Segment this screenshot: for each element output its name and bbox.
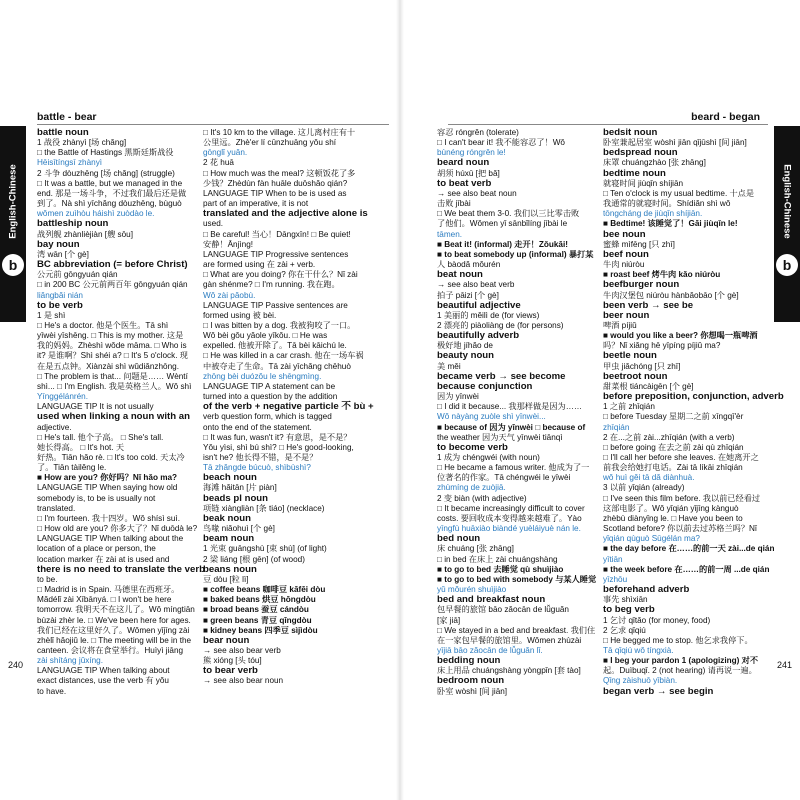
entry-line: 我的妈妈。Zhèshì wǒde māma. □ Who is (37, 341, 187, 351)
headword: beach noun (203, 472, 257, 484)
phrase-line: ■ green beans 青豆 qīngdòu (203, 615, 312, 625)
entry-line: 床罩 chuángzhào [张 zhāng] (603, 158, 706, 168)
page-number-left: 240 (8, 660, 24, 670)
example-line: □ How much was the meal? 这顿饭花了多 (203, 168, 356, 178)
headword: beam noun (203, 533, 255, 545)
language-tip-line: LANGUAGE TIP When talking about (37, 666, 170, 676)
headword: beef noun (603, 248, 649, 260)
pinyin-line: Qǐng zàishuō yībiàn. (603, 676, 678, 686)
example-line: □ I'm fourteen. 我十四岁。Wǒ shísì suì. (37, 513, 181, 523)
entry-line: 2 乞求 qǐqiú (603, 625, 646, 635)
pinyin-line: yīngfù huāxiào biàndé yuèláiyuè nán le. (437, 524, 581, 534)
example-line: □ We stayed in a bed and breakfast. 我们住 (437, 625, 596, 635)
entry-line: 前我会给她打电话。Zài tā líkāi zhīqián (603, 463, 743, 473)
entry-line: 拍子 pāizi [个 gè] (437, 290, 499, 300)
phrase-line: ■ I beg your pardon 1 (apologizing) 对不 (603, 656, 759, 666)
entry-line: 就寝时间 jiùqǐn shíjiān (603, 178, 684, 188)
entry-line: 3 以前 yǐqián (already) (603, 483, 685, 493)
entry-line: 豆 dòu [粒 lì] (203, 574, 249, 584)
entry-line: translated. (37, 503, 76, 513)
entry-line: somebody is, to be is usually not (37, 493, 156, 503)
entry-line: it? 是谁啊？Shì shéi a? □ It's 5 o'clock. 现 (37, 351, 188, 361)
example-line: □ I did it because... 我那样做是因为…… (437, 402, 583, 412)
headword: to beg verb (603, 604, 655, 616)
headword: bed noun (437, 533, 481, 545)
entry-line: → see also beat noun (437, 188, 517, 198)
pinyin-line: wǒmen zuìhòu háishì zuòdào le. (37, 209, 155, 219)
language-tip-line: LANGUAGE TIP A statement can be (203, 381, 336, 391)
headword: BC abbreviation (= before Christ) (37, 259, 188, 271)
headword: translated and the adjective alone is (203, 208, 368, 220)
entry-line: bùzài zhèr le. □ We've been here for ages. (37, 615, 191, 625)
entry-line: 安静！Ānjìng! (203, 239, 254, 249)
headword: beat noun (437, 269, 483, 281)
entry-line: gàn shénme? □ I'm running. 我在跑。 (203, 280, 340, 290)
entry-line: → see also beat verb (437, 280, 515, 290)
header-rule-right (448, 124, 768, 125)
headword: bedding noun (437, 655, 501, 667)
entry-line: 击败 jībài (437, 199, 471, 209)
example-line: □ in bed 在床上 zài chuángshàng (437, 554, 558, 564)
phrase-line: ■ to beat somebody up (informal) 暴打某 (437, 249, 594, 259)
entry-line: 1 乞讨 qǐtǎo (for money, food) (603, 615, 711, 625)
entry-line: 2 梁 liáng [根 gēn] (of wood) (203, 554, 305, 564)
entry-line: 1 是 shì (37, 310, 66, 320)
phrase-line: ■ the day before 在……的前一天 zài...de qián (603, 544, 775, 554)
headword: bedsit noun (603, 127, 658, 138)
entry-line: 包早餐的旅馆 bāo zǎocān de lǚguǎn (437, 605, 569, 615)
headword: beefburger noun (603, 279, 680, 291)
entry-line: Wǒ bèi gǒu yǎole yīkǒu. □ He was (203, 331, 328, 341)
pinyin-line: liǎngbǎi nián (37, 290, 83, 300)
example-line: □ I can't bear it! 我不能容忍了！Wǒ (437, 138, 565, 148)
phrase-line: ■ to go to bed with somebody 与某人睡觉 (437, 574, 597, 584)
entry-line: 1 美丽的 měilì de (for views) (437, 310, 540, 320)
headword: bedroom noun (437, 675, 505, 687)
pinyin-line: bùnéng róngrěn le! (437, 148, 506, 158)
headword: because conjunction (437, 380, 533, 392)
entry-line: canteen. 会议将在食堂举行。Huìyì jiāng (37, 645, 184, 655)
example-line: □ He became a famous writer. 他成为了一 (437, 463, 590, 473)
headword: beard noun (437, 157, 490, 169)
entry-line: 到了。Nà shì yīchǎng dòuzhēng, bùguò (37, 199, 182, 209)
entry-line: → see also bear verb (203, 645, 281, 655)
headword: battle noun (37, 127, 89, 138)
entry-line: 我们已经在这里好久了。Wǒmen yǐjīng zài (37, 625, 190, 635)
entry-line: are formed using 在 zài + verb. (203, 260, 316, 270)
example-line: □ Be careful! 当心！Dāngxīn! □ Be quiet! (203, 229, 351, 239)
phrase-line: ■ Beat it! (informal) 走开！Zǒukāi! (437, 239, 568, 249)
phrase-line: ■ would you like a beer? 你想喝一瓶啤酒 (603, 331, 758, 341)
headword: there is no need to translate the verb (37, 563, 205, 575)
entry-line: Mǎdélǐ zài Xībānyá. □ I won't be here (37, 595, 172, 605)
language-tip-line: LANGUAGE TIP Passive sentences are (203, 300, 348, 310)
entry-line: 1 光束 guāngshù [束 shù] (of light) (203, 544, 327, 554)
pinyin-line: Wǒ zài pǎobù. (203, 290, 256, 300)
entry-line: 牛肉 niúròu (603, 260, 645, 270)
example-line: □ The problem is that... 问题是…… Wèntí (37, 371, 188, 381)
entry-line: shì... □ I'm English. 我是英格兰人。Wǒ shì (37, 381, 192, 391)
pinyin-line: yījiā bāo zǎocān de lǚguǎn lǐ. (437, 645, 543, 655)
pinyin-line: Tā zhǎngde búcuò, shìbùshì? (203, 463, 311, 473)
entry-line: tomorrow. 我明天不在这儿了。Wǒ míngtiān (37, 605, 195, 615)
entry-line: costs. 要回收成本变得越来越难了。Yào (437, 513, 582, 523)
headword: to bear verb (203, 665, 258, 677)
headword: beforehand adverb (603, 584, 690, 596)
example-line: □ in 200 BC 公元前两百年 gōngyuán qián (37, 280, 188, 290)
headword: beer noun (603, 309, 650, 321)
entry-column-2 (203, 128, 374, 687)
entry-line: verb question form, which is tagged (203, 412, 332, 422)
example-line: □ before Tuesday 星期二之前 xīngqī'èr (603, 412, 744, 422)
example-line: □ What are you doing? 你在干什么？Nǐ zài (203, 270, 358, 280)
headword: beans noun (203, 563, 257, 575)
pinyin-line: Wǒ nàyàng zuòle shì yīnwèi... (437, 412, 546, 422)
entry-line: 了他们。Wǒmen yǐ sānbǐlíng jībài le (437, 219, 568, 229)
entry-line: [家 jiā] (437, 615, 461, 625)
example-line: □ He was killed in a car crash. 他在一场车祸 (203, 351, 364, 361)
entry-line: 这部电影了。Wǒ yǐqián yǐjīng kànguò (603, 503, 739, 513)
headword: beetroot noun (603, 370, 668, 382)
entry-line: 起。Duìbuqǐ. 2 (not hearing) 请再说一遍。 (603, 666, 757, 676)
section-label-text-right: English-Chinese (781, 163, 793, 239)
entry-line: 公里远。Zhè'er lí cūnzhuāng yǒu shí (203, 138, 337, 148)
entry-line: the weather 因为天气 yīnwèi tiānqì (437, 432, 563, 442)
phrase-line: ■ because of 因为 yīnwèi □ because of (437, 422, 586, 432)
pinyin-line: tōngcháng de jiùqǐn shíjiān. (603, 209, 703, 219)
example-line: □ How old are you? 你多大了？Nǐ duōdà le? (37, 524, 198, 534)
entry-line: to be. (37, 574, 58, 584)
pinyin-line: zhōng bèi duózǒu le shēngmìng. (203, 371, 322, 381)
headword: been verb → see be (603, 299, 694, 311)
headword: beads pl noun (203, 492, 269, 504)
entry-line: 2 斗争 dòuzhēng [场 chǎng] (struggle) (37, 168, 175, 178)
language-tip-line: LANGUAGE TIP When to be is used as (203, 188, 347, 198)
pinyin-line: zhùmíng de zuòjiā. (437, 483, 506, 493)
entry-line: 1 成为 chéngwéi (with noun) (437, 453, 540, 462)
entry-line: 她长得高。 □ It's hot. 天 (37, 442, 125, 452)
entry-line: 卧室兼起居室 wòshì jiān qǐjūshì [间 jiān] (603, 138, 747, 148)
entry-line: 美 měi (437, 361, 461, 371)
entry-line: 了。Tiān tàilěng le. (37, 463, 107, 473)
example-line: □ I'll call her before she leaves. 在她离开之 (603, 453, 759, 462)
headword: beak noun (203, 512, 251, 524)
language-tip-line: LANGUAGE TIP It is not usually (37, 402, 154, 412)
example-line: □ He's tall. 他个子高。 □ She's tall. (37, 432, 164, 442)
pinyin-line: tāmen. (437, 229, 463, 239)
entry-line: isn't he? 他长得不错，是不是？ (203, 453, 318, 462)
language-tip-line: LANGUAGE TIP When saying how old (37, 483, 178, 493)
headword: battleship noun (37, 218, 109, 230)
pinyin-line: zài shítáng jǔxíng. (37, 656, 103, 666)
example-line: □ Madrid is in Spain. 马德里在西班牙。 (37, 585, 180, 595)
entry-line: expelled. 他被开除了。Tā bèi kāichú le. (203, 341, 347, 351)
entry-line: Yǒu yìsi, shì bú shì? □ He's good-looking, (203, 442, 354, 452)
entry-line: 熊 xióng [头 tóu] (203, 656, 262, 666)
entry-line: zhèbù diànyǐng le. □ Have you been to (603, 513, 743, 523)
entry-line: Scotland before? 你以前去过苏格兰吗？Nǐ (603, 524, 757, 534)
example-line: □ It's 10 km to the village. 这儿离村庄有十 (203, 128, 356, 137)
entry-line: 事先 shìxiān (603, 595, 648, 605)
headword: used when linking a noun with an (37, 411, 190, 423)
entry-line: 啤酒 píjiǔ (603, 320, 637, 330)
pinyin-line: gōnglǐ yuǎn. (203, 148, 248, 158)
headword: beautiful adjective (437, 299, 521, 311)
example-line: □ Ten o'clock is my usual bedtime. 十点是 (603, 188, 755, 198)
headword: to be verb (37, 299, 83, 311)
entry-column-3 (437, 128, 597, 697)
entry-line: 2 变 biàn (with adjective) (437, 493, 527, 503)
entry-line: 在一家包早餐的旅馆里。Wǒmen zhùzài (437, 635, 582, 645)
entry-line: 牛肉汉堡包 niúròu hànbǎobāo [个 gè] (603, 290, 739, 300)
entry-line: 好热。Tiān hǎo rè. □ It's too cold. 天太冷 (37, 453, 185, 462)
example-line: □ I've seen this film before. 我以前已经看过 (603, 493, 761, 503)
headword: bed and breakfast noun (437, 594, 546, 606)
letter-tab-right: b (776, 254, 798, 276)
example-line: □ It became increasingly difficult to cover (437, 503, 585, 513)
example-line: □ We beat them 3-0. 我们以三比零击败 (437, 209, 580, 219)
phrase-line: ■ the week before 在……的前一周 ...de qián (603, 564, 770, 574)
entry-line: 卧室 wòshì [间 jiān] (437, 686, 508, 696)
running-head-right: beard - began (691, 111, 760, 123)
entry-line: 床 chuáng [张 zhāng] (437, 544, 514, 554)
pinyin-line: wǒ huì gěi tā dǎ diànhuà. (603, 473, 695, 483)
headword: bedspread noun (603, 147, 678, 159)
page-number-right: 241 (776, 660, 792, 670)
headword: beetle noun (603, 350, 657, 362)
phrase-line: ■ baked beans 烘豆 hōngdòu (203, 595, 316, 605)
entry-line: 甜菜根 tiáncàigēn [个 gè] (603, 381, 694, 391)
phrase-line: ■ Bedtime! 该睡觉了！Gāi jiùqǐn le! (603, 219, 738, 229)
entry-line: 因为 yīnwèi (437, 392, 479, 402)
phrase-line: ■ kidney beans 四季豆 sìjìdòu (203, 625, 318, 635)
phrase-line: ■ How are you? 你好吗？Nǐ hǎo ma? (37, 473, 178, 483)
entry-line: 胡须 húxū [把 bǎ] (437, 168, 500, 178)
book-gutter (396, 0, 404, 800)
entry-line: 极好地 jíhǎo de (437, 341, 493, 351)
phrase-line: ■ coffee beans 咖啡豆 kāfēi dòu (203, 585, 326, 595)
entry-line: 1 战役 zhànyì [场 chǎng] (37, 138, 127, 148)
headword: before preposition, conjunction, adverb (603, 391, 784, 403)
entry-line: 在是五点钟。Xiànzài shì wǔdiǎnzhōng. (37, 361, 179, 371)
example-line: □ He begged me to stop. 他乞求我停下。 (603, 635, 753, 645)
phrase-line: ■ roast beef 烤牛肉 kǎo niúròu (603, 270, 721, 280)
entry-line: adjective. (37, 422, 72, 432)
entry-line: 2 漂亮的 piàoliàng de (for persons) (437, 320, 564, 330)
letter-tab-left: b (2, 254, 24, 276)
entry-line: exact distances, use the verb 有 yǒu (37, 676, 169, 686)
example-line: □ He's a doctor. 他是个医生。Tā shì (37, 320, 169, 330)
pinyin-line: yīzhōu (603, 574, 628, 584)
pinyin-line: yǔ mǒurén shuìjiào (437, 585, 507, 595)
headword: began verb → see begin (603, 685, 714, 697)
pinyin-line: yītiān (603, 554, 623, 564)
entry-line: 蜜蜂 mìfēng [只 zhī] (603, 239, 675, 249)
entry-line: 1 之前 zhīqián (603, 402, 655, 412)
headword: bee noun (603, 228, 646, 240)
entry-line: location marker 在 zài at is used and (37, 554, 170, 564)
phrase-line: ■ broad beans 蚕豆 cándòu (203, 605, 309, 615)
headword: bay noun (37, 238, 80, 250)
entry-line: 公元前 gōngyuán qián (37, 270, 118, 280)
headword: beautifully adverb (437, 330, 520, 342)
entry-line: 鸟喙 niǎohuì [个 gè] (203, 524, 275, 534)
entry-line: 湾 wān [个 gè] (37, 249, 89, 259)
language-tip-line: LANGUAGE TIP Progressive sentences (203, 249, 349, 259)
entry-line: 人 bàodǎ mǒurén (437, 260, 501, 270)
headword: bear noun (203, 634, 250, 646)
entry-line: part of an imperative, it is not (203, 199, 309, 209)
pinyin-line: Yīnggélánrén. (37, 392, 88, 402)
example-line: □ It was fun, wasn't it? 有意思，是不是？ (203, 432, 352, 442)
entry-line: location of a place or person, the (37, 544, 156, 554)
header-rule-left (37, 124, 389, 125)
headword: to beat verb (437, 177, 492, 189)
entry-line: → see also bear noun (203, 676, 284, 686)
entry-line: 中被夺走了生命。Tā zài yīchǎng chēhuò (203, 361, 351, 371)
headword: of the verb + negative particle 不 bù + (203, 401, 374, 413)
pinyin-line: Tā qǐqiú wǒ tíngxià. (603, 645, 674, 655)
phrase-line: ■ to go to bed 去睡觉 qù shuìjiào (437, 564, 564, 574)
example-line: □ I was bitten by a dog. 我被狗咬了一口。 (203, 320, 356, 330)
entry-line: 项链 xiàngliàn [条 tiáo] (necklace) (203, 503, 325, 513)
example-line: □ before going 在去之前 zài qù zhīqián (603, 442, 744, 452)
language-tip-line: LANGUAGE TIP When talking about the (37, 534, 184, 544)
entry-line: formed using 被 bèi. (203, 310, 277, 320)
entry-line: onto the end of the statement. (203, 422, 312, 432)
entry-line: 容忍 róngrěn (tolerate) (437, 128, 519, 137)
entry-line: yīwèi yīshēng. □ This is my mother. 这是 (37, 331, 184, 341)
pinyin-line: Hēisītíngsī zhànyì (37, 158, 103, 168)
pinyin-line: yǐqián qùguò Sūgélán ma? (603, 534, 700, 544)
section-label-text-left: English-Chinese (7, 163, 19, 239)
entry-line: to have. (37, 686, 67, 696)
entry-line: 床上用品 chuángshàng yòngpǐn [套 tào] (437, 666, 581, 676)
entry-line: end. 那是一场斗争，不过我们最后还是做 (37, 188, 187, 198)
running-head-left: battle - bear (37, 111, 97, 123)
entry-line: zhèlǐ hǎojiǔ le. □ The meeting will be in the (37, 635, 192, 645)
entry-line: turned into a question by the addition (203, 392, 338, 402)
entry-line: 少钱？Zhèdùn fàn huāle duōshǎo qián? (203, 178, 348, 188)
entry-line: 我通常的就寝时间。Shídiǎn shì wǒ (603, 199, 731, 209)
entry-line: 海滩 hǎitān [片 piàn] (203, 483, 277, 493)
entry-line: 甲虫 jiǎchóng [只 zhī] (603, 361, 681, 371)
example-line: □ the Battle of Hastings 黑斯廷斯战役 (37, 148, 174, 158)
headword: beauty noun (437, 350, 495, 362)
entry-line: 吗？Nǐ xiǎng hē yīpíng píjiǔ ma? (603, 341, 721, 351)
headword: to become verb (437, 441, 508, 453)
entry-line: 2 花 huā (203, 158, 234, 168)
entry-line: 位著名的作家。Tā chéngwéi le yīwèi (437, 473, 571, 483)
entry-line: 2 在...之前 zài...zhīqián (with a verb) (603, 432, 735, 442)
entry-line: used. (203, 219, 224, 229)
example-line: □ It was a battle, but we managed in the (37, 178, 183, 188)
headword: became verb → see become (437, 370, 566, 382)
pinyin-line: zhīqián (603, 422, 630, 432)
headword: bedtime noun (603, 167, 666, 179)
entry-column-1 (37, 127, 205, 697)
entry-line: 战列舰 zhànlièjiàn [艘 sōu] (37, 229, 134, 239)
